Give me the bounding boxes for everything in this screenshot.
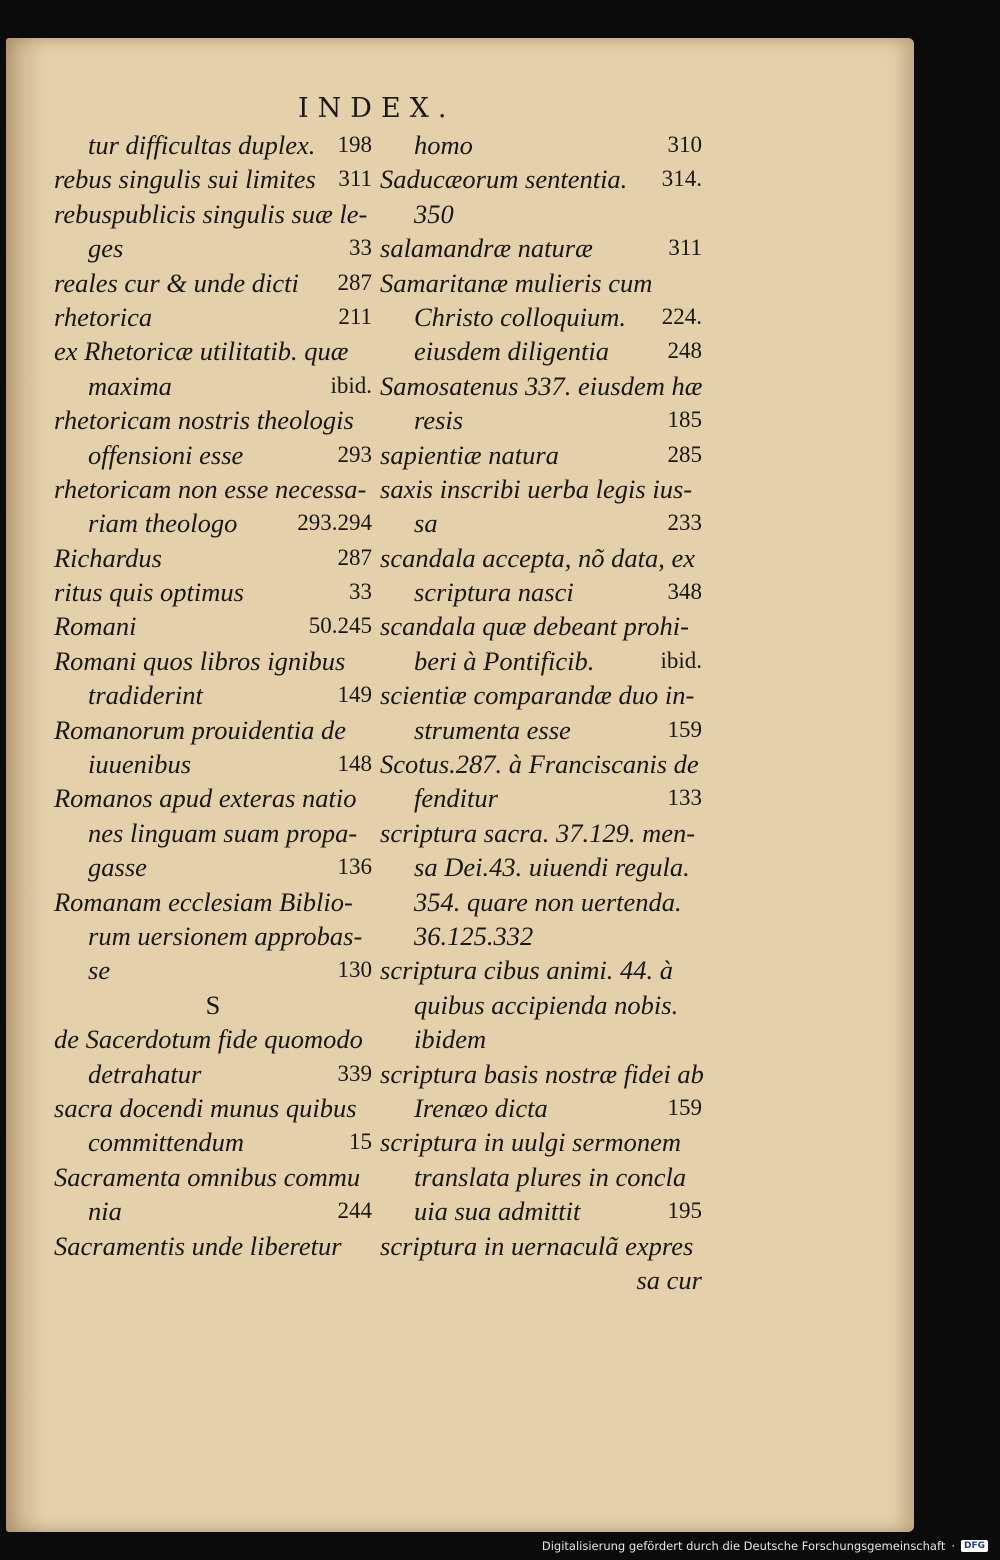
entry-text: saxis inscribi uerba legis ius-: [380, 473, 693, 504]
entry-text: Christo colloquium.: [414, 301, 627, 332]
page-reference: 159: [667, 716, 702, 742]
entry-text: rhetoricam non esse necessa-: [54, 473, 367, 504]
page-reference: 211: [338, 303, 372, 329]
index-entry-line: [380, 1229, 702, 1263]
page-header: INDEX.: [298, 93, 456, 124]
index-entry-line: [54, 197, 372, 231]
entry-text: reales cur & unde dicti: [54, 267, 299, 298]
page-reference: 15: [349, 1129, 372, 1155]
page-reference: 148: [337, 751, 372, 777]
page-reference: 310: [667, 132, 702, 157]
entry-text: rum uersionem approbas-: [88, 920, 363, 951]
index-entry-line: [380, 1125, 702, 1159]
entry-text: rhetoricam nostris theologis: [54, 405, 354, 436]
entry-text: scriptura sacra. 37.129. men-: [380, 817, 696, 848]
page-reference: 311: [338, 166, 372, 192]
entry-text: scientiæ comparandæ duo in-: [380, 680, 695, 711]
page-reference: 293: [337, 441, 372, 467]
index-entry-line: [380, 747, 702, 781]
index-entry-line: [380, 609, 702, 643]
index-column-left: [54, 128, 372, 1263]
digitization-credit: [542, 1539, 988, 1553]
entry-text: beri à Pontificib.: [414, 645, 595, 676]
index-entry-line: [54, 1022, 372, 1056]
index-entry-line: [380, 781, 702, 815]
index-entry-line: [54, 369, 372, 403]
entry-text: detrahatur: [88, 1058, 202, 1089]
index-entry-line: [380, 334, 702, 368]
index-entry-line: [54, 953, 372, 987]
index-entry-line: [380, 1160, 702, 1194]
entry-text: ibidem: [414, 1024, 487, 1055]
page-reference: 293.294: [297, 510, 372, 536]
entry-text: ex Rhetoricæ utilitatib. quæ: [54, 336, 349, 367]
entry-text: tur difficultas duplex.: [88, 130, 316, 160]
entry-text: Irenæo dicta: [414, 1092, 548, 1123]
page-reference: ibid.: [330, 372, 372, 398]
index-entry-line: [54, 472, 372, 506]
page-reference: 50.245: [308, 613, 372, 639]
entry-text: 350: [414, 198, 454, 229]
index-entry-line: [54, 713, 372, 747]
page-reference: 149: [337, 682, 372, 708]
index-entry-line: [54, 644, 372, 678]
index-entry-line: [54, 1091, 372, 1125]
index-entry-line: [380, 472, 702, 506]
index-entry-line: [54, 850, 372, 884]
entry-text: strumenta esse: [414, 714, 571, 745]
page-reference: 224.: [661, 303, 702, 329]
page-reference: 185: [667, 407, 702, 433]
page-reference: 339: [337, 1060, 372, 1086]
book-page: [6, 38, 914, 1532]
entry-text: Romanam ecclesiam Biblio-: [54, 886, 353, 917]
dfg-logo: DFG: [961, 1540, 988, 1552]
index-entry-line: [380, 162, 702, 196]
entry-text: uia sua admittit: [414, 1196, 581, 1227]
page-reference: 159: [667, 1094, 702, 1120]
index-entry-line: [380, 369, 702, 403]
entry-text: sacra docendi munus quibus: [54, 1092, 357, 1123]
entry-text: homo: [414, 130, 473, 160]
entry-text: ritus quis optimus: [54, 577, 244, 608]
entry-text: Richardus: [54, 542, 162, 573]
entry-text: rebus singulis sui limites: [54, 164, 316, 195]
entry-text: S: [205, 989, 221, 1020]
index-entry-line: [54, 678, 372, 712]
page-reference: 136: [337, 854, 372, 880]
entry-text: scriptura in uernaculã expres: [380, 1230, 694, 1261]
entry-text: scandala accepta, nõ data, ex: [380, 542, 695, 573]
index-entry-line: [380, 816, 702, 850]
entry-text: 36.125.332: [414, 920, 534, 951]
entry-text: sa Dei.43. uiuendi regula.: [414, 852, 690, 883]
index-entry-line: [380, 919, 702, 953]
index-entry-line: [380, 575, 702, 609]
entry-text: committendum: [88, 1127, 245, 1158]
index-entry-line: [380, 231, 702, 265]
index-entry-line: [54, 1229, 372, 1263]
index-entry-line: [380, 128, 702, 162]
credit-text: Digitalisierung gefördert durch die Deutsche Forschungsgemeinschaft: [541, 1539, 946, 1553]
entry-text: Samosatenus 337. eiusdem hæ: [380, 370, 703, 401]
entry-text: 354. quare non uertenda.: [414, 886, 682, 917]
entry-text: Sacramenta omnibus commu: [54, 1161, 361, 1192]
entry-text: scriptura basis nostræ fidei ab: [380, 1058, 704, 1089]
entry-text: eiusdem diligentia: [414, 336, 610, 367]
entry-text: riam theologo: [88, 508, 238, 539]
entry-text: sa cur: [636, 1264, 702, 1295]
entry-text: nes linguam suam propa-: [88, 817, 358, 848]
index-entry-line: [380, 1057, 702, 1091]
entry-text: Samaritanæ mulieris cum: [380, 267, 653, 298]
index-entry-line: [380, 988, 702, 1022]
entry-text: translata plures in concla: [414, 1161, 687, 1192]
index-entry-line: [54, 1125, 372, 1159]
entry-text: offensioni esse: [88, 439, 244, 470]
entry-text: scriptura in uulgi sermonem: [380, 1127, 682, 1158]
entry-text: iuuenibus: [88, 749, 192, 780]
index-entry-line: [380, 506, 702, 540]
entry-text: de Sacerdotum fide quomodo: [54, 1024, 363, 1055]
page-reference: 133: [667, 785, 702, 811]
index-entry-line: [54, 334, 372, 368]
index-entry-line: [54, 816, 372, 850]
index-entry-line: [54, 1194, 372, 1228]
page-reference: 130: [337, 957, 372, 983]
entry-text: rhetorica: [54, 301, 153, 332]
entry-text: rebuspublicis singulis suæ le-: [54, 198, 368, 229]
page-reference: ibid.: [660, 647, 702, 673]
entry-text: ges: [88, 233, 124, 264]
index-entry-line: [380, 403, 702, 437]
entry-text: sapientiæ natura: [380, 439, 559, 470]
index-entry-line: [54, 128, 372, 162]
page-reference: 198: [337, 132, 372, 157]
index-entry-line: [380, 850, 702, 884]
index-entry-line: [380, 266, 702, 300]
index-entry-line: [380, 541, 702, 575]
entry-text: fenditur: [414, 783, 498, 814]
index-entry-line: [54, 575, 372, 609]
page-reference: 248: [667, 338, 702, 364]
page-reference: 233: [667, 510, 702, 536]
entry-text: resis: [414, 405, 464, 436]
index-entry-line: [380, 713, 702, 747]
index-entry-line: [54, 919, 372, 953]
index-entry-line: [54, 1160, 372, 1194]
index-entry-line: [54, 506, 372, 540]
index-entry-line: [54, 403, 372, 437]
index-entry-line: [54, 266, 372, 300]
entry-text: gasse: [88, 852, 147, 883]
page-reference: 311: [668, 235, 702, 261]
index-entry-line: [380, 438, 702, 472]
index-entry-line: [54, 162, 372, 196]
entry-text: quibus accipienda nobis.: [414, 989, 679, 1020]
entry-text: nia: [88, 1196, 122, 1227]
entry-text: sa: [414, 508, 438, 539]
entry-text: scriptura nasci: [414, 577, 574, 608]
section-letter: [54, 988, 372, 1022]
index-entry-line: [380, 1194, 702, 1228]
entry-text: scriptura cibus animi. 44. à: [380, 955, 673, 986]
index-entry-line: [380, 1263, 702, 1297]
entry-text: Romani quos libros ignibus: [54, 645, 346, 676]
index-entry-line: [380, 300, 702, 334]
page-reference: 287: [337, 544, 372, 570]
page-reference: 314.: [661, 166, 702, 192]
page-reference: 33: [349, 579, 372, 605]
entry-text: Saducæorum sententia.: [380, 164, 628, 195]
index-entry-line: [54, 438, 372, 472]
index-entry-line: [54, 231, 372, 265]
entry-text: Romanos apud exteras natio: [54, 783, 357, 814]
entry-text: Scotus.287. à Franciscanis de: [380, 749, 699, 780]
page-reference: 244: [337, 1198, 372, 1224]
index-entry-line: [54, 609, 372, 643]
index-entry-line: [54, 747, 372, 781]
entry-text: Romanorum prouidentia de: [54, 714, 346, 745]
index-entry-line: [54, 885, 372, 919]
index-entry-line: [54, 300, 372, 334]
entry-text: se: [88, 955, 111, 986]
index-entry-line: [54, 541, 372, 575]
index-entry-line: [380, 678, 702, 712]
index-entry-line: [380, 953, 702, 987]
entry-text: Sacramentis unde liberetur: [54, 1230, 342, 1261]
page-reference: 285: [667, 441, 702, 467]
index-entry-line: [380, 1091, 702, 1125]
index-entry-line: [54, 781, 372, 815]
entry-text: salamandræ naturæ: [380, 233, 593, 264]
index-column-right: [380, 128, 702, 1297]
page-reference: 33: [349, 235, 372, 261]
page-reference: 195: [667, 1198, 702, 1224]
index-entry-line: [380, 1022, 702, 1056]
entry-text: maxima: [88, 370, 172, 401]
entry-text: scandala quæ debeant prohi-: [380, 611, 689, 642]
page-reference: 348: [667, 579, 702, 605]
index-entry-line: [380, 644, 702, 678]
credit-separator: ·: [951, 1539, 955, 1553]
page-reference: 287: [337, 269, 372, 295]
entry-text: tradiderint: [88, 680, 203, 711]
index-entry-line: [380, 885, 702, 919]
index-entry-line: [380, 197, 702, 231]
entry-text: Romani: [54, 611, 137, 642]
index-entry-line: [54, 1057, 372, 1091]
